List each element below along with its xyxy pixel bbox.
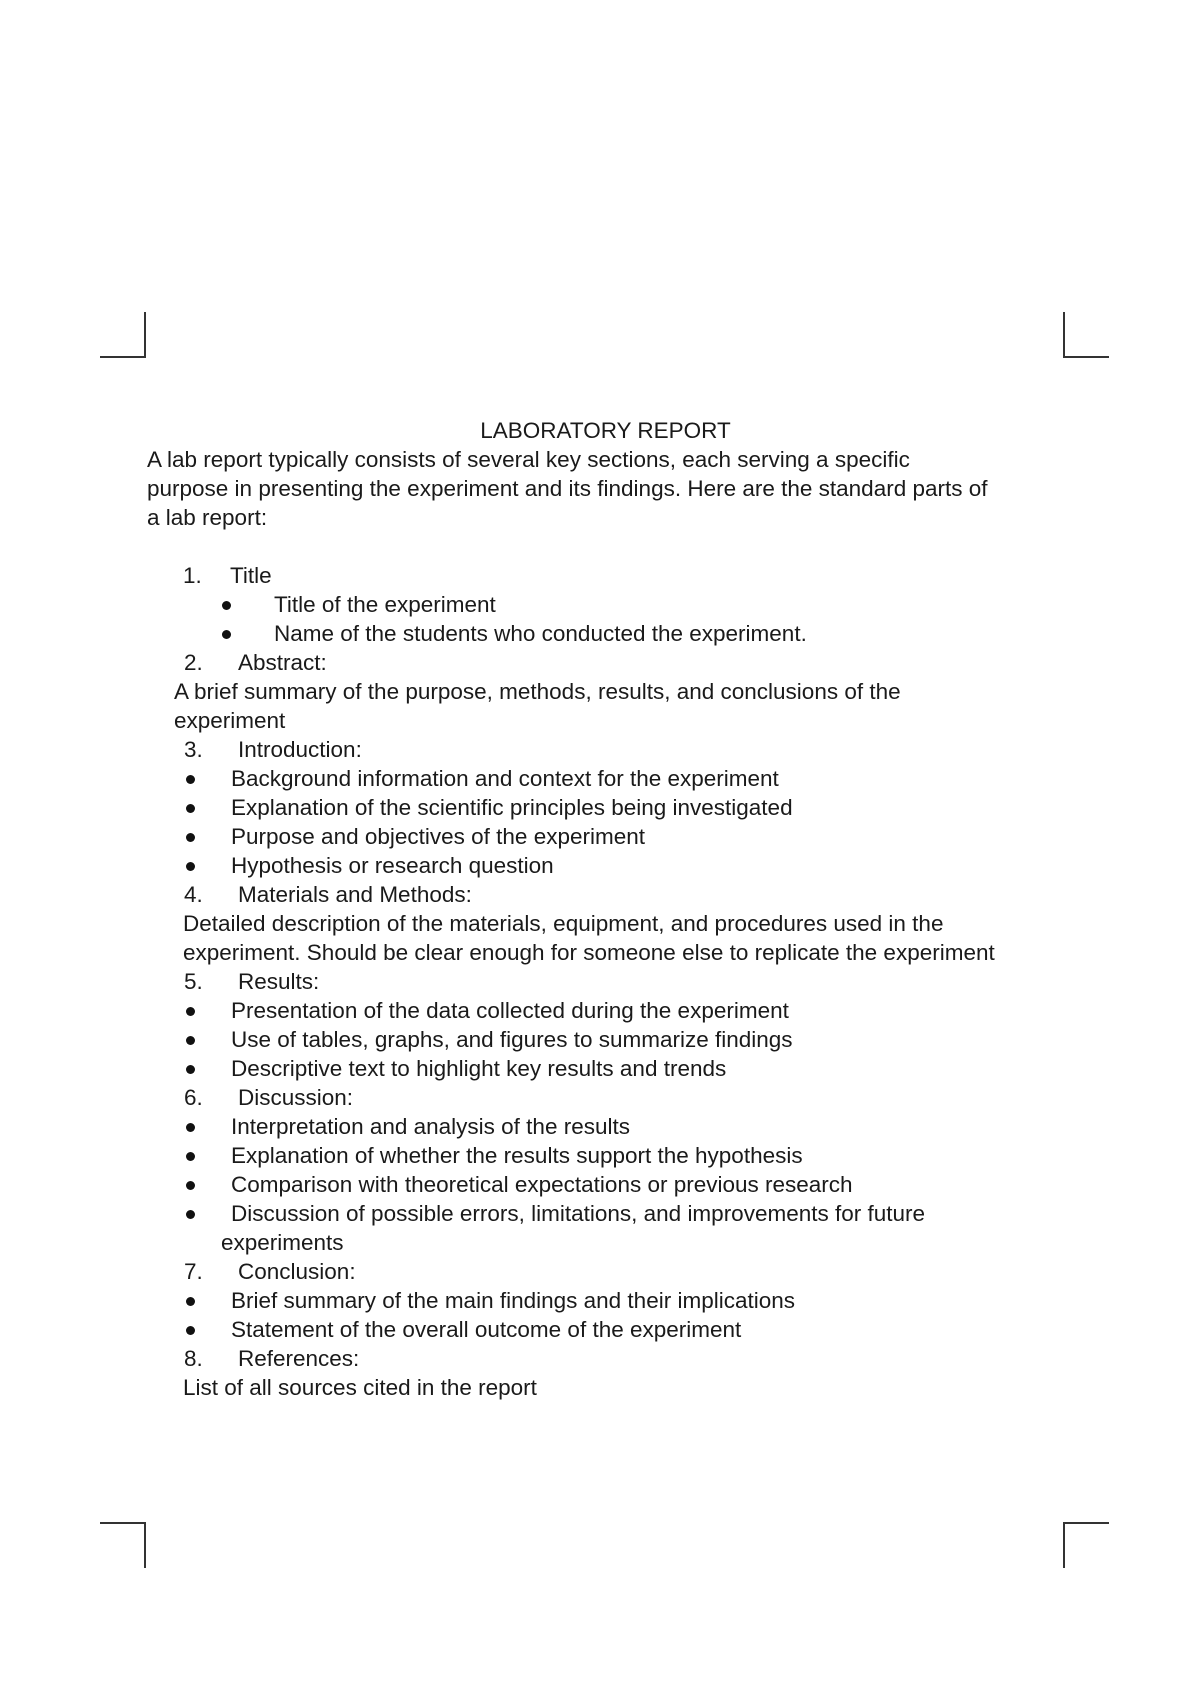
section-number: 8. (184, 1346, 203, 1371)
list-item: Title of the experiment (274, 592, 496, 617)
bullet-icon (186, 1210, 195, 1219)
list-item: Explanation of whether the results support the hypothesis (231, 1143, 803, 1168)
section-number: 5. (184, 969, 203, 994)
list-item: Statement of the overall outcome of the experiment (231, 1317, 742, 1342)
crop-mark-top-right (1063, 312, 1109, 358)
bullet-icon (186, 1326, 195, 1335)
bullet-icon (186, 1007, 195, 1016)
section-heading: Results: (238, 969, 320, 994)
section-text: Detailed description of the materials, equipment, and procedures used in the (183, 911, 944, 936)
section-heading: References: (238, 1346, 360, 1371)
intro-line: A lab report typically consists of several key sections, each serving a specific (147, 447, 910, 472)
section-heading: Conclusion: (238, 1259, 356, 1284)
section-number: 2. (184, 650, 203, 675)
section-heading: Abstract: (238, 650, 327, 675)
crop-mark-bottom-left (100, 1522, 146, 1568)
bullet-icon (186, 1036, 195, 1045)
list-item: Interpretation and analysis of the results (231, 1114, 630, 1139)
section-heading: Discussion: (238, 1085, 354, 1110)
list-item: Hypothesis or research question (231, 853, 554, 878)
bullet-icon (186, 1065, 195, 1074)
list-item: Explanation of the scientific principles being investigated (231, 795, 793, 820)
bullet-icon (186, 833, 195, 842)
bullet-icon (186, 1152, 195, 1161)
section-heading: Materials and Methods: (238, 882, 472, 907)
list-item: Background information and context for the experiment (231, 766, 779, 791)
crop-mark-bottom-right (1063, 1522, 1109, 1568)
list-item: Descriptive text to highlight key results and trends (231, 1056, 727, 1081)
intro-line: a lab report: (147, 505, 268, 530)
section-number: 6. (184, 1085, 203, 1110)
section-number: 7. (184, 1259, 203, 1284)
section-text: experiment (174, 708, 286, 733)
bullet-icon (186, 1181, 195, 1190)
section-text: experiment. Should be clear enough for someone else to replicate the experiment (183, 940, 995, 965)
list-item: Name of the students who conducted the experiment. (274, 621, 807, 646)
section-text: A brief summary of the purpose, methods, results, and conclusions of the (174, 679, 901, 704)
section-number: 3. (184, 737, 203, 762)
list-item: Presentation of the data collected during the experiment (231, 998, 789, 1023)
bullet-icon (222, 630, 231, 639)
section-text: List of all sources cited in the report (183, 1375, 537, 1400)
list-item: Discussion of possible errors, limitations, and improvements for future (231, 1201, 926, 1226)
bullet-icon (186, 804, 195, 813)
section-number: 1. (183, 563, 202, 588)
bullet-icon (186, 862, 195, 871)
list-item: Comparison with theoretical expectations or previous research (231, 1172, 853, 1197)
document-title: LABORATORY REPORT (480, 418, 731, 443)
list-item-continuation: experiments (221, 1230, 344, 1255)
section-heading: Introduction: (238, 737, 362, 762)
crop-mark-top-left (100, 312, 146, 358)
list-item: Brief summary of the main findings and their implications (231, 1288, 795, 1313)
section-number: 4. (184, 882, 203, 907)
list-item: Purpose and objectives of the experiment (231, 824, 645, 849)
intro-line: purpose in presenting the experiment and its findings. Here are the standard parts of (147, 476, 988, 501)
section-heading: Title (230, 563, 272, 588)
list-item: Use of tables, graphs, and figures to summarize findings (231, 1027, 793, 1052)
bullet-icon (186, 1297, 195, 1306)
bullet-icon (186, 775, 195, 784)
bullet-icon (222, 601, 231, 610)
bullet-icon (186, 1123, 195, 1132)
